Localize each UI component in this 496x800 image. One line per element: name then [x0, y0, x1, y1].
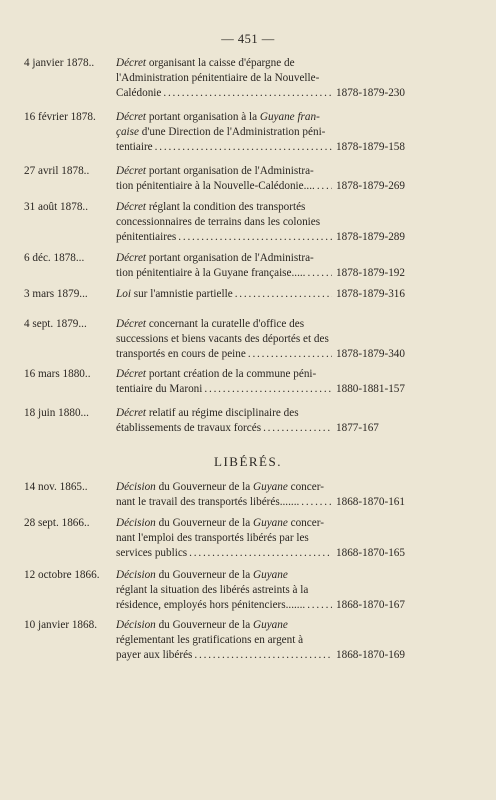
leader-dots — [235, 287, 332, 302]
entry-line: Décret concernant la curatelle d'office des — [116, 318, 305, 330]
entry-date: 4 sept. 1879... — [24, 318, 87, 330]
entry-line: tion pénitentiaire à la Guyane française..... . . . — [116, 266, 334, 281]
entry-line: Décret organisant la caisse d'épargne de — [116, 57, 295, 69]
entry-reference: 1868-1870-165 — [336, 547, 405, 560]
entry-line: établissements de travaux forcés . . . — [116, 421, 334, 436]
entry-line: Décret relatif au régime disciplinaire des — [116, 407, 299, 419]
entry-line: Décret portant organisation de l'Administra- — [116, 165, 314, 177]
leader-dots — [301, 495, 332, 510]
entry-date: 16 mars 1880.. — [24, 368, 91, 380]
entry-line: Décision du Gouverneur de la Guyane concer- — [116, 517, 324, 529]
entry-date: 4 janvier 1878.. — [24, 57, 95, 69]
entry-line: services publics . . . — [116, 546, 334, 561]
entry-line: Décret portant création de la commune péni- — [116, 368, 317, 380]
leader-dots — [307, 598, 332, 613]
entry-date: 3 mars 1879... — [24, 288, 88, 300]
entry-date: 12 octobre 1866. — [24, 569, 100, 581]
entry-reference: 1868-1870-167 — [336, 599, 405, 612]
entry-text — [116, 406, 444, 436]
entry-date: 16 février 1878. — [24, 111, 96, 123]
entry-line: Décret réglant la condition des transportés — [116, 201, 306, 213]
entry-line: réglementant les gratifications en argent à — [116, 634, 304, 647]
leader-dots — [194, 648, 332, 663]
entry-reference: 1878-1879-158 — [336, 141, 405, 154]
section-title-liberes: LIBÉRÉS. — [214, 454, 282, 469]
leader-dots — [189, 546, 332, 561]
page-number: — 451 — — [221, 32, 275, 46]
entry-line: tion pénitentiaire à la Nouvelle-Calédonie.... . . . — [116, 179, 334, 194]
entry-line: successions et biens vacants des déportés et des — [116, 333, 329, 346]
leader-dots — [163, 86, 332, 101]
leader-dots — [307, 266, 332, 281]
entry-date: 18 juin 1880... — [24, 407, 89, 419]
entry-line: çaise d'une Direction de l'Administration péni- — [116, 126, 326, 139]
entry-line: nant le travail des transportés libérés....... . . . — [116, 495, 334, 510]
entry-line: transportés en cours de peine . . . — [116, 347, 334, 362]
leader-dots — [155, 140, 332, 155]
entry-line: concessionnaires de terrains dans les colonies — [116, 216, 321, 229]
entry-reference: 1878-1879-269 — [336, 180, 405, 193]
entry-reference: 1878-1879-192 — [336, 267, 405, 280]
entry-line: Décision du Gouverneur de la Guyane — [116, 569, 288, 581]
leader-dots — [204, 382, 332, 397]
entry-line: Décret portant organisation de l'Administra- — [116, 252, 314, 264]
entry-line: nant l'emploi des transportés libérés par les — [116, 532, 309, 545]
entry-date: 31 août 1878.. — [24, 201, 89, 213]
entry-line: Loi sur l'amnistie partielle . . . — [116, 287, 334, 302]
entry-line: tentiaire . . . — [116, 140, 334, 155]
leader-dots — [263, 421, 332, 436]
leader-dots — [248, 347, 332, 362]
entry-line: Décision du Gouverneur de la Guyane — [116, 619, 288, 631]
entry-line: tentiaire du Maroni . . . — [116, 382, 334, 397]
entry-line: résidence, employés hors pénitenciers....... . . . — [116, 598, 334, 613]
entry-reference: 1877-167 — [336, 422, 379, 435]
entry-reference: 1878-1879-289 — [336, 231, 405, 244]
entry-reference: 1868-1870-161 — [336, 496, 405, 509]
entry-line: l'Administration pénitentiaire de la Nouvelle- — [116, 72, 320, 85]
entry-line: Décision du Gouverneur de la Guyane concer- — [116, 481, 324, 493]
leader-dots — [178, 230, 332, 245]
entry-date: 6 déc. 1878... — [24, 252, 85, 264]
entry-date: 28 sept. 1866.. — [24, 517, 90, 529]
entry-line: Calédonie . . . — [116, 86, 334, 101]
entry-reference: 1880-1881-157 — [336, 383, 405, 396]
entry-date: 27 avril 1878.. — [24, 165, 90, 177]
entry-reference: 1868-1870-169 — [336, 649, 405, 662]
entry-date: 10 janvier 1868. — [24, 619, 98, 631]
entry-reference: 1878-1879-340 — [336, 348, 405, 361]
entry-line: payer aux libérés . . . — [116, 648, 334, 663]
entry-reference: 1878-1879-230 — [336, 87, 405, 100]
entry-line: Décret portant organisation à la Guyane fran- — [116, 111, 320, 123]
entry-line: réglant la situation des libérés astreints à la — [116, 584, 309, 597]
entry-line: pénitentiaires . . . — [116, 230, 334, 245]
entry-reference: 1878-1879-316 — [336, 288, 405, 300]
leader-dots — [317, 179, 332, 194]
entry-date: 14 nov. 1865.. — [24, 481, 88, 493]
